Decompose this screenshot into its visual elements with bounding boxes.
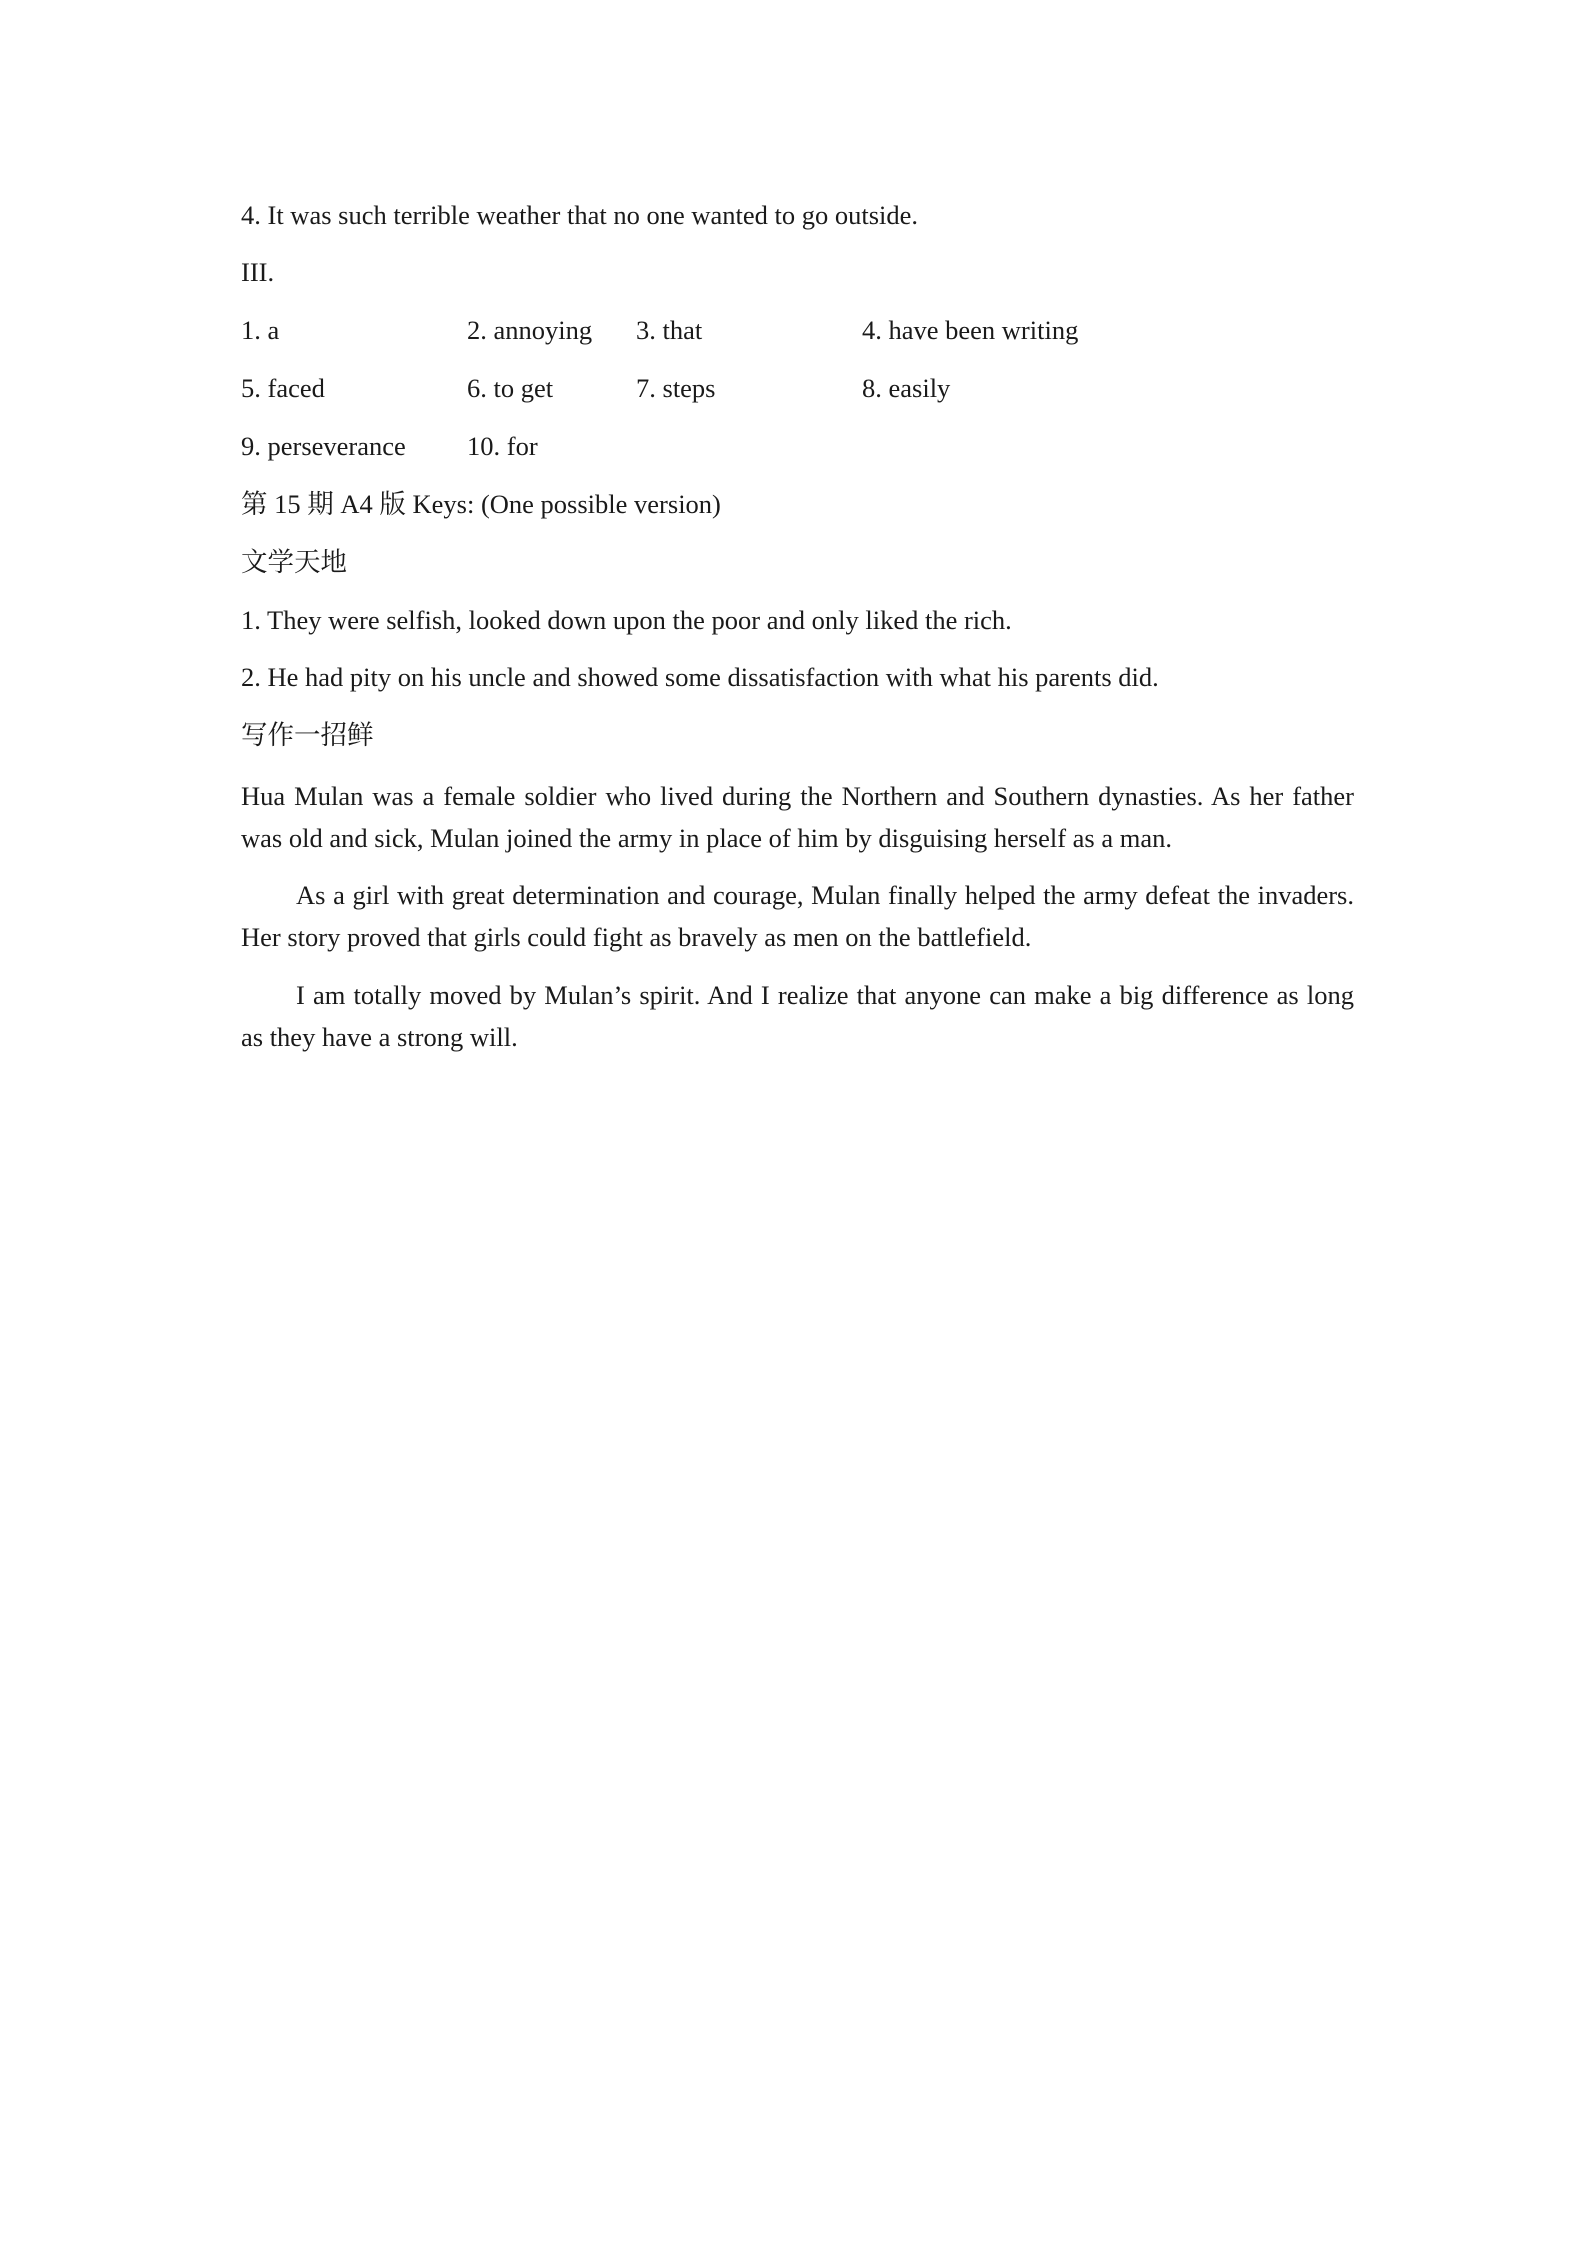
answer-6: 6. to get [467, 373, 554, 403]
issue-heading: 第 15 期 A4 版 Keys: (One possible version) [241, 489, 721, 519]
section3-heading: III. [241, 257, 275, 287]
answer-9: 9. perseverance [241, 431, 406, 461]
writing-heading: 写作一招鲜 [241, 720, 374, 750]
literature-heading: 文学天地 [241, 547, 347, 577]
essay-paragraph-1: Hua Mulan was a female soldier who lived during the Northern and Southern dynasties. As her father was old and sick, Mulan joined the army in place of him by disguising herself as a man. [241, 781, 1354, 853]
essay-paragraph-2: As a girl with great determination and courage, Mulan finally helped the army defeat the invaders. Her story proved that girls could fight as bravely as men on the battlefield. [241, 880, 1354, 952]
answer-4: 4. have been writing [862, 315, 1079, 345]
answer-7: 7. steps [636, 373, 716, 403]
essay-paragraph-3: I am totally moved by Mulan’s spirit. And I realize that anyone can make a big difference as long as they have a strong will. [241, 980, 1354, 1052]
answer-5: 5. faced [241, 373, 325, 403]
section2-item-4: 4. It was such terrible weather that no one wanted to go outside. [241, 200, 919, 230]
literature-answer-1: 1. They were selfish, looked down upon the poor and only liked the rich. [241, 605, 1012, 635]
literature-answer-2: 2. He had pity on his uncle and showed some dissatisfaction with what his parents did. [241, 662, 1159, 692]
answer-1: 1. a [241, 315, 280, 345]
answer-3: 3. that [636, 315, 703, 345]
answer-8: 8. easily [862, 373, 951, 403]
answer-10: 10. for [467, 431, 538, 461]
answer-2: 2. annoying [467, 315, 593, 345]
